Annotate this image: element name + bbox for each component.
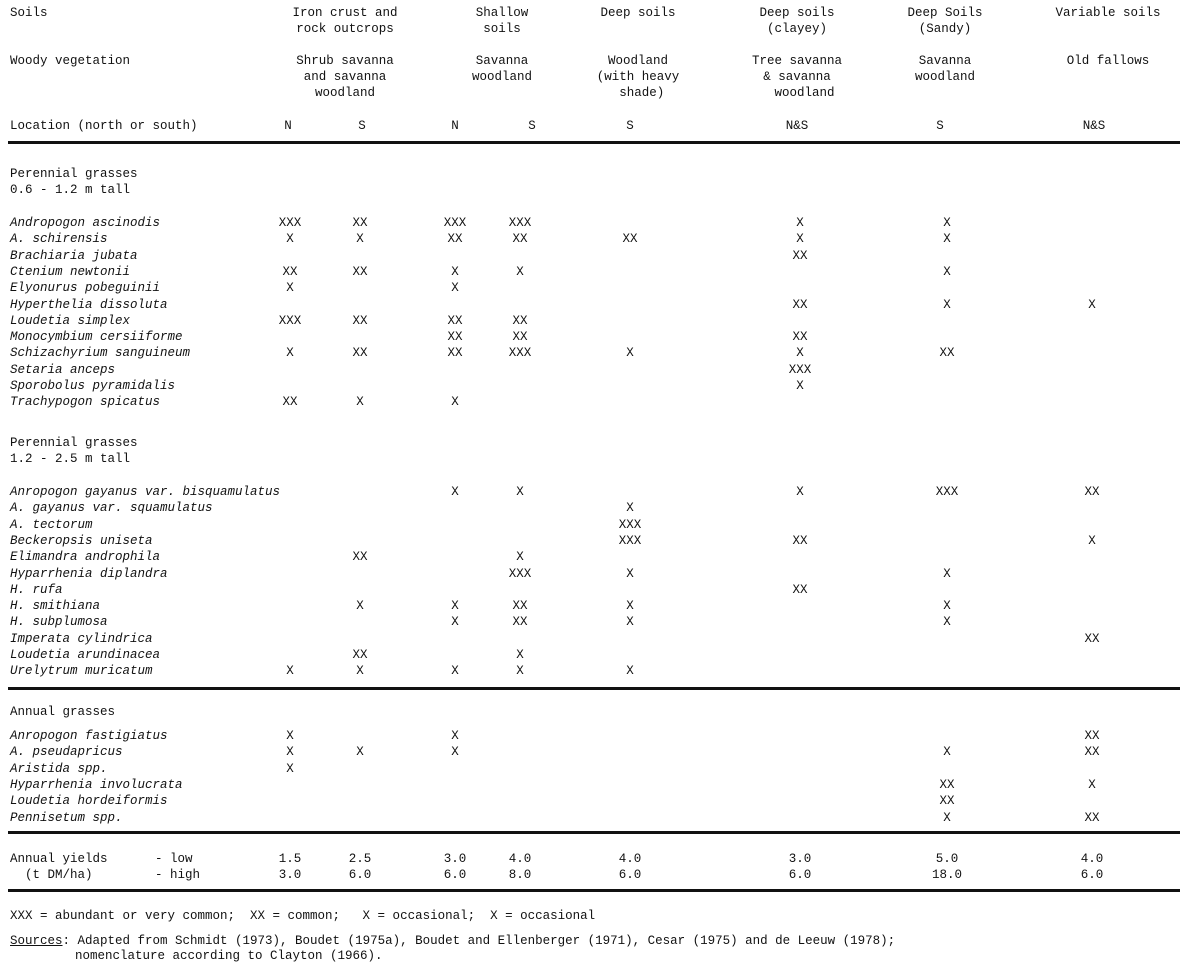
abundance-cell: X [356, 395, 364, 409]
abundance-cell: XX [512, 330, 528, 344]
abundance-cell: XX [1084, 729, 1100, 743]
species-name: H. smithiana [10, 599, 101, 613]
abundance-cell: X [451, 485, 459, 499]
abundance-cell: XX [352, 216, 368, 230]
abundance-cell: X [943, 567, 951, 581]
abundance-cell: X [796, 346, 804, 360]
abundance-cell: X [1088, 534, 1096, 548]
column-vegetation-header: Old fallows [1066, 54, 1150, 68]
species-name: Beckeropsis uniseta [10, 534, 153, 548]
yield-low: 3.0 [788, 852, 812, 866]
abundance-cell: XXX [618, 518, 642, 532]
abundance-cell: X [626, 501, 634, 515]
header-rule [8, 141, 1180, 144]
species-name: A. tectorum [10, 518, 93, 532]
abundance-cell: XX [512, 615, 528, 629]
column-vegetation-header: Shrub savanna and savanna woodland [296, 54, 394, 100]
species-name: Loudetia arundinacea [10, 648, 161, 662]
yields-high-label: - high [155, 868, 201, 882]
column-soil-header: Deep soils (clayey) [759, 6, 835, 36]
abundance-cell: X [1088, 298, 1096, 312]
species-name: Ctenium newtonii [10, 265, 131, 279]
column-location: S [528, 119, 536, 133]
abundance-cell: XXX [508, 567, 532, 581]
abundance-cell: XX [792, 534, 808, 548]
species-name: Loudetia hordeiformis [10, 794, 168, 808]
location-label: Location (north or south) [10, 119, 198, 133]
group-title: Annual grasses [10, 705, 116, 719]
yield-high: 8.0 [508, 868, 532, 882]
abundance-cell: XX [1084, 485, 1100, 499]
abundance-cell: XX [447, 346, 463, 360]
abundance-cell: X [356, 664, 364, 678]
yields-label: Annual yields [10, 852, 108, 866]
abundance-cell: X [286, 281, 294, 295]
abundance-cell: XX [282, 395, 298, 409]
column-location: N&S [785, 119, 809, 133]
abundance-cell: X [451, 265, 459, 279]
abundance-cell: XX [792, 330, 808, 344]
abundance-cell: XX [447, 330, 463, 344]
species-name: Imperata cylindrica [10, 632, 153, 646]
species-name: A. gayanus var. squamulatus [10, 501, 213, 515]
abundance-cell: X [943, 615, 951, 629]
abundance-cell: X [626, 346, 634, 360]
species-name: Aristida spp. [10, 762, 108, 776]
abundance-cell: XX [1084, 632, 1100, 646]
yield-high: 6.0 [1080, 868, 1104, 882]
abundance-cell: XX [792, 298, 808, 312]
abundance-cell: XX [352, 314, 368, 328]
section-rule [8, 831, 1180, 834]
abundance-cell: X [943, 232, 951, 246]
abundance-cell: X [516, 265, 524, 279]
abundance-cell: X [943, 745, 951, 759]
abundance-cell: XX [447, 314, 463, 328]
species-name: Sporobolus pyramidalis [10, 379, 176, 393]
abundance-cell: XXX [443, 216, 467, 230]
sources-note [10, 933, 895, 949]
species-name: Pennisetum spp. [10, 811, 123, 825]
species-name: Elyonurus pobeguinii [10, 281, 161, 295]
abundance-cell: X [356, 745, 364, 759]
species-name: Andropogon ascinodis [10, 216, 161, 230]
species-name: A. schirensis [10, 232, 108, 246]
column-vegetation-header: Tree savanna & savanna woodland [751, 54, 843, 100]
abundance-cell: X [451, 599, 459, 613]
column-location: N [284, 119, 292, 133]
abundance-cell: X [943, 298, 951, 312]
abundance-cell: X [1088, 778, 1096, 792]
abundance-cell: XX [939, 346, 955, 360]
yield-high: 18.0 [931, 868, 963, 882]
sources-label: Sources [10, 934, 63, 948]
species-name: H. subplumosa [10, 615, 108, 629]
yield-high: 6.0 [443, 868, 467, 882]
abundance-cell: X [626, 599, 634, 613]
yields-low-label: - low [155, 852, 193, 866]
species-name: Hyparrhenia involucrata [10, 778, 183, 792]
column-soil-header: Deep Soils (Sandy) [907, 6, 983, 36]
species-name: Setaria anceps [10, 363, 116, 377]
column-vegetation-header: Savanna woodland [914, 54, 976, 84]
column-soil-header: Iron crust and rock outcrops [292, 6, 398, 36]
species-name: Anropogon fastigiatus [10, 729, 168, 743]
abundance-cell: XX [1084, 745, 1100, 759]
column-vegetation-header: Savanna woodland [471, 54, 533, 84]
abundance-cell: X [451, 664, 459, 678]
abundance-cell: X [451, 395, 459, 409]
abundance-cell: XXX [935, 485, 959, 499]
abundance-cell: XXX [788, 363, 812, 377]
abundance-cell: X [516, 664, 524, 678]
column-location: S [936, 119, 944, 133]
abundance-cell: X [356, 599, 364, 613]
abundance-cell: XX [352, 265, 368, 279]
abundance-cell: X [796, 379, 804, 393]
abundance-cell: XX [352, 550, 368, 564]
abundance-cell: XXX [278, 314, 302, 328]
column-location: N [451, 119, 459, 133]
sources-text: : Adapted from Schmidt (1973), Boudet (1975a), Boudet and Ellenberger (1971), Cesar (1975) and de Leeuw (1978); [62, 934, 896, 948]
abundance-cell: X [286, 664, 294, 678]
yield-high: 6.0 [618, 868, 642, 882]
column-soil-header: Shallow soils [475, 6, 529, 36]
yield-low: 4.0 [1080, 852, 1104, 866]
abundance-cell: X [943, 265, 951, 279]
species-name: Hyparrhenia diplandra [10, 567, 168, 581]
abundance-cell: X [451, 745, 459, 759]
group-title: Perennial grasses 1.2 - 2.5 m tall [10, 436, 138, 466]
abundance-cell: X [943, 599, 951, 613]
abundance-cell: XX [282, 265, 298, 279]
woody-vegetation-label: Woody vegetation [10, 54, 131, 68]
abundance-cell: XX [512, 599, 528, 613]
abundance-cell: XX [352, 648, 368, 662]
section-rule [8, 687, 1180, 690]
abundance-cell: X [943, 216, 951, 230]
yield-high: 3.0 [278, 868, 302, 882]
species-name: H. rufa [10, 583, 63, 597]
species-name: Urelytrum muricatum [10, 664, 153, 678]
abundance-cell: X [943, 811, 951, 825]
abundance-cell: XXX [618, 534, 642, 548]
species-name: Brachiaria jubata [10, 249, 138, 263]
abundance-cell: XX [939, 794, 955, 808]
column-soil-header: Variable soils [1055, 6, 1161, 20]
abundance-cell: X [286, 762, 294, 776]
species-name: Anropogon gayanus var. bisquamulatus [10, 485, 281, 499]
yield-low: 1.5 [278, 852, 302, 866]
abundance-cell: XXX [508, 346, 532, 360]
abundance-cell: X [626, 567, 634, 581]
species-name: Hyperthelia dissoluta [10, 298, 168, 312]
abundance-cell: X [796, 485, 804, 499]
abundance-cell: X [286, 729, 294, 743]
column-soil-header: Deep soils [600, 6, 676, 20]
sources-text-2: nomenclature according to Clayton (1966). [75, 949, 383, 963]
yield-low: 3.0 [443, 852, 467, 866]
abundance-cell: X [796, 216, 804, 230]
yield-low: 5.0 [935, 852, 959, 866]
species-name: Loudetia simplex [10, 314, 131, 328]
bottom-rule [8, 889, 1180, 892]
abundance-cell: XXX [278, 216, 302, 230]
abundance-cell: X [286, 232, 294, 246]
abundance-cell: X [516, 648, 524, 662]
yields-unit: (t DM/ha) [10, 868, 93, 882]
abundance-cell: X [356, 232, 364, 246]
abundance-cell: XX [1084, 811, 1100, 825]
abundance-cell: XX [792, 249, 808, 263]
abundance-cell: XX [512, 232, 528, 246]
abundance-cell: XX [939, 778, 955, 792]
abundance-cell: X [516, 550, 524, 564]
abundance-cell: XX [622, 232, 638, 246]
abundance-cell: XX [447, 232, 463, 246]
column-location: S [358, 119, 366, 133]
yield-low: 4.0 [618, 852, 642, 866]
abundance-cell: X [451, 615, 459, 629]
abundance-cell: X [626, 664, 634, 678]
column-location: N&S [1082, 119, 1106, 133]
species-name: Elimandra androphila [10, 550, 161, 564]
yield-low: 2.5 [348, 852, 372, 866]
abundance-cell: XXX [508, 216, 532, 230]
legend-note: XXX = abundant or very common; XX = common; X = occasional; X = occasional [10, 909, 596, 923]
abundance-cell: XX [792, 583, 808, 597]
species-name: Monocymbium cersiiforme [10, 330, 183, 344]
yield-high: 6.0 [788, 868, 812, 882]
yield-low: 4.0 [508, 852, 532, 866]
abundance-cell: X [451, 281, 459, 295]
yield-high: 6.0 [348, 868, 372, 882]
abundance-cell: X [451, 729, 459, 743]
abundance-cell: XX [352, 346, 368, 360]
abundance-cell: X [626, 615, 634, 629]
abundance-cell: X [286, 745, 294, 759]
group-title: Perennial grasses 0.6 - 1.2 m tall [10, 167, 138, 197]
species-name: A. pseudapricus [10, 745, 123, 759]
species-name: Schizachyrium sanguineum [10, 346, 191, 360]
abundance-cell: X [796, 232, 804, 246]
abundance-cell: X [516, 485, 524, 499]
abundance-cell: XX [512, 314, 528, 328]
species-name: Trachypogon spicatus [10, 395, 161, 409]
abundance-cell: X [286, 346, 294, 360]
column-vegetation-header: Woodland (with heavy shade) [596, 54, 680, 100]
column-location: S [626, 119, 634, 133]
soils-label: Soils [10, 6, 48, 20]
